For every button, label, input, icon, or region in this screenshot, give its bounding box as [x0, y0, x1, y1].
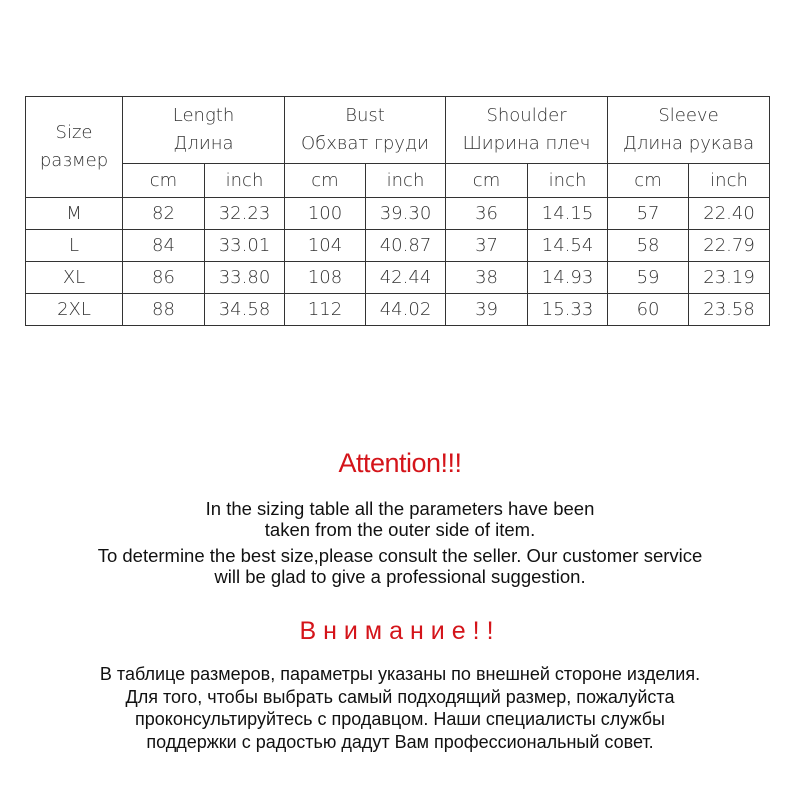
vnimanie-line: поддержки с радостью дадут Вам профессиональный совет.: [146, 731, 654, 752]
value-cell: 100: [285, 198, 366, 230]
size-cell: M: [26, 198, 123, 230]
unit-cm: cm: [446, 164, 528, 198]
table-row: [26, 230, 770, 262]
value-cell: 33.80: [205, 262, 285, 294]
bust-header: Bust Обхват груди: [285, 97, 446, 164]
vnimanie-line: проконсультируйтесь с продавцом. Наши специалисты службы: [135, 709, 665, 729]
vnimanie-title: Внимание!!: [299, 617, 501, 645]
unit-cm: cm: [608, 164, 689, 198]
value-cell: 44.02: [366, 294, 446, 326]
sleeve-header: Sleeve Длина рукава: [608, 97, 770, 164]
value-cell: 84: [123, 230, 205, 262]
value-cell: 60: [608, 294, 689, 326]
value-cell: 14.54: [528, 230, 608, 262]
attention-title: Attention!!!: [338, 448, 462, 478]
value-cell: 15.33: [528, 294, 608, 326]
value-cell: 86: [123, 262, 205, 294]
size-table: [25, 96, 770, 326]
unit-inch: inch: [689, 164, 770, 198]
value-cell: 40.87: [366, 230, 446, 262]
value-cell: 59: [608, 262, 689, 294]
attention-line: To determine the best size,please consult the seller. Our customer service: [97, 545, 703, 566]
value-cell: 33.01: [205, 230, 285, 262]
size-cell: 2XL: [26, 294, 123, 326]
table-row: [26, 198, 770, 230]
value-cell: 23.19: [689, 262, 770, 294]
value-cell: 112: [285, 294, 366, 326]
attention-line: In the sizing table all the parameters have been: [205, 498, 595, 519]
shoulder-header: Shoulder Ширина плеч: [446, 97, 608, 164]
size-header: Size размер: [26, 97, 123, 198]
size-cell: XL: [26, 262, 123, 294]
value-cell: 22.79: [689, 230, 770, 262]
attention-line: will be glad to give a professional suggestion.: [214, 566, 586, 587]
value-cell: 23.58: [689, 294, 770, 326]
attention-line: taken from the outer side of item.: [264, 519, 536, 540]
value-cell: 88: [123, 294, 205, 326]
value-cell: 22.40: [689, 198, 770, 230]
unit-cm: cm: [123, 164, 205, 198]
unit-inch: inch: [528, 164, 608, 198]
vnimanie-line: В таблице размеров, параметры указаны по внешней стороне изделия.: [99, 664, 701, 684]
unit-cm: cm: [285, 164, 366, 198]
value-cell: 32.23: [205, 198, 285, 230]
value-cell: 37: [446, 230, 528, 262]
value-cell: 82: [123, 198, 205, 230]
value-cell: 38: [446, 262, 528, 294]
value-cell: 14.15: [528, 198, 608, 230]
value-cell: 39: [446, 294, 528, 326]
vnimanie-text: [0, 663, 800, 753]
value-cell: 39.30: [366, 198, 446, 230]
value-cell: 36: [446, 198, 528, 230]
value-cell: 58: [608, 230, 689, 262]
table-row: [26, 262, 770, 294]
value-cell: 34.58: [205, 294, 285, 326]
value-cell: 42.44: [366, 262, 446, 294]
value-cell: 108: [285, 262, 366, 294]
unit-inch: inch: [205, 164, 285, 198]
table-row: [26, 294, 770, 326]
unit-inch: inch: [366, 164, 446, 198]
units-row: [26, 164, 770, 198]
length-header: Length Длина: [123, 97, 285, 164]
size-cell: L: [26, 230, 123, 262]
value-cell: 104: [285, 230, 366, 262]
value-cell: 57: [608, 198, 689, 230]
vnimanie-line: Для того, чтобы выбрать самый подходящий размер, пожалуйста: [125, 686, 675, 707]
value-cell: 14.93: [528, 262, 608, 294]
